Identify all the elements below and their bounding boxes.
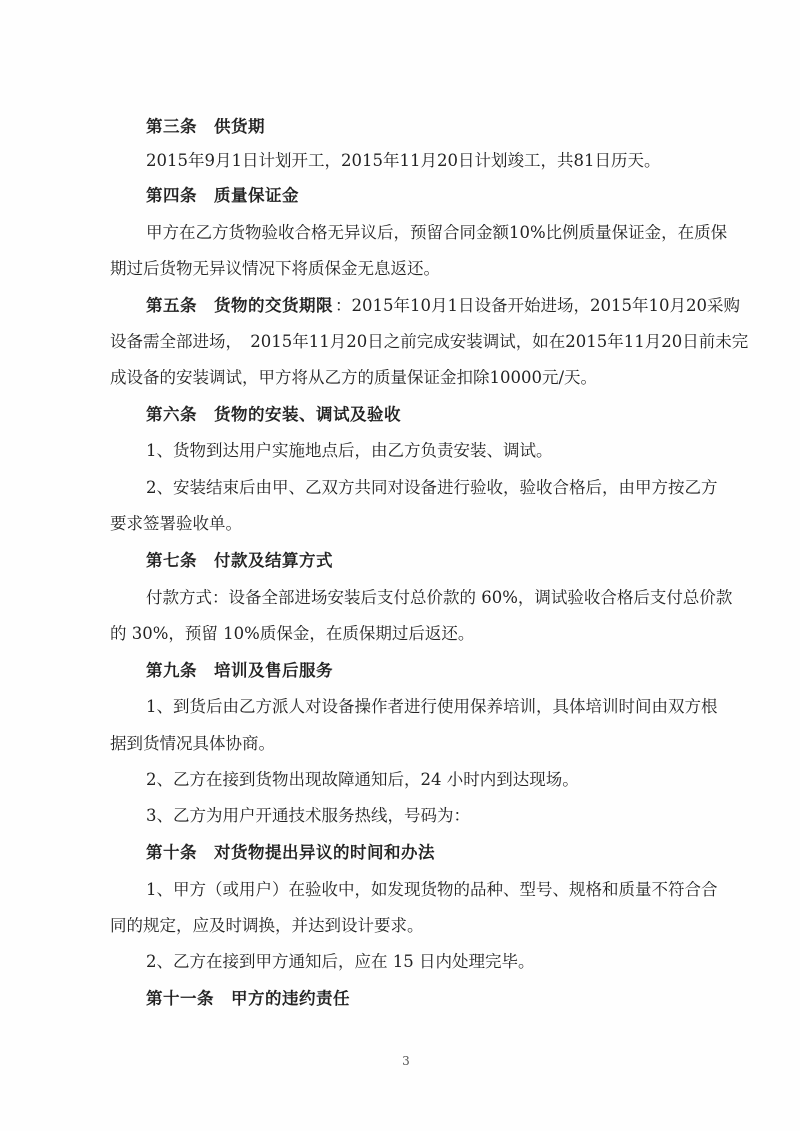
article-5-text-2: 设备需全部进场， 2015年11月20日之前完成安装调试，如在2015年11月20日前未完 <box>110 332 749 351</box>
page-number: 3 <box>402 1054 410 1068</box>
article-10-item-1-cont: 同的规定，应及时调换，并达到设计要求。 <box>110 916 424 935</box>
article-10-heading: 第十条 对货物提出异议的时间和办法 <box>146 843 435 862</box>
article-4-text-1: 甲方在乙方货物验收合格无异议后，预留合同金额10%比例质量保证金，在质保 <box>146 223 728 242</box>
article-6-item-1: 1、货物到达用户实施地点后，由乙方负责安装、调试。 <box>146 441 553 460</box>
article-3-text: 2015年9月1日计划开工，2015年11月20日计划竣工，共81日历天。 <box>146 151 661 170</box>
article-7-heading: 第七条 付款及结算方式 <box>146 551 333 570</box>
article-5-text-1: ：2015年10月1日设备开始进场，2015年10月20采购 <box>335 296 740 315</box>
article-3-heading: 第三条 供货期 <box>146 117 265 136</box>
article-9-heading: 第九条 培训及售后服务 <box>146 661 333 680</box>
article-5-text-3: 成设备的安装调试，甲方将从乙方的质量保证金扣除10000元/天。 <box>110 368 598 387</box>
article-7-text-1: 付款方式：设备全部进场安装后支付总价款的 60%，调试验收合格后支付总价款 <box>146 588 733 607</box>
article-7-text-2: 的 30%，预留 10%质保金，在质保期过后返还。 <box>110 624 475 643</box>
article-10-item-2: 2、乙方在接到甲方通知后，应在 15 日内处理完毕。 <box>146 952 535 971</box>
article-5-heading: 第五条 货物的交货期限 <box>146 296 333 315</box>
article-9-item-3: 3、乙方为用户开通技术服务热线，号码为： <box>146 806 470 825</box>
article-6-item-2-cont: 要求签署验收单。 <box>110 514 242 533</box>
article-6-item-2: 2、安装结束后由甲、乙双方共同对设备进行验收，验收合格后，由甲方按乙方 <box>146 478 718 497</box>
article-10-item-1: 1、甲方（或用户）在验收中，如发现货物的品种、型号、规格和质量不符合合 <box>146 880 718 899</box>
article-6-heading: 第六条 货物的安装、调试及验收 <box>146 405 401 424</box>
article-9-item-1-cont: 据到货情况具体协商。 <box>110 734 275 753</box>
article-9-item-2: 2、乙方在接到货物出现故障通知后，24 小时内到达现场。 <box>146 770 579 789</box>
article-11-heading: 第十一条 甲方的违约责任 <box>146 989 350 1008</box>
article-4-text-2: 期过后货物无异议情况下将质保金无息返还。 <box>110 259 440 278</box>
article-9-item-1: 1、到货后由乙方派人对设备操作者进行使用保养培训，具体培训时间由双方根 <box>146 697 718 716</box>
article-4-heading: 第四条 质量保证金 <box>146 186 299 205</box>
